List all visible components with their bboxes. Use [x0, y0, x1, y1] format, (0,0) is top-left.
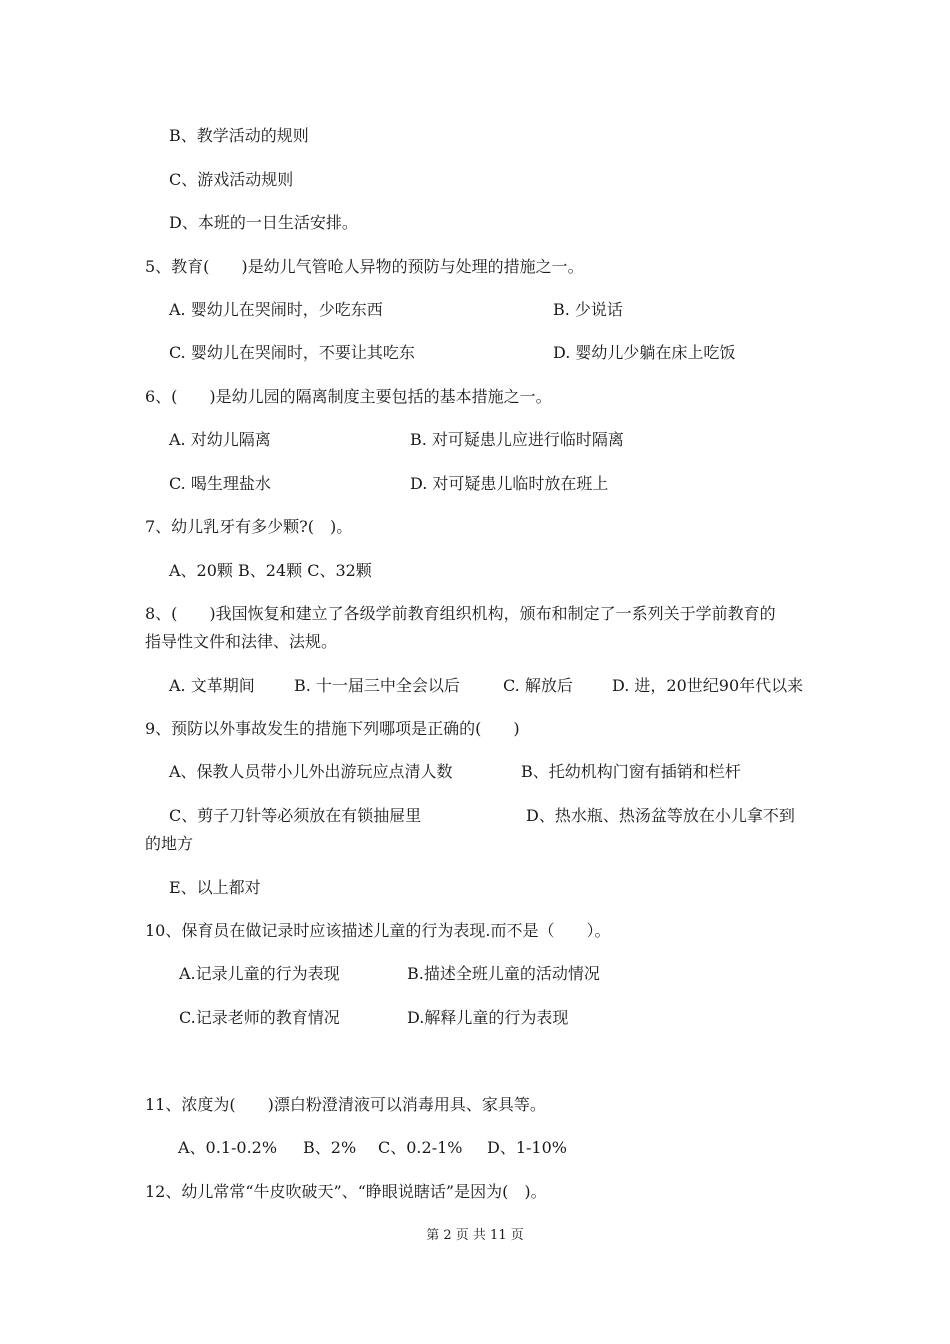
q7-stem: 7、幼儿乳牙有多少颗?( )。: [145, 517, 353, 536]
q5-option-b: B. 少说话: [553, 300, 623, 319]
q6-stem: 6、( )是幼儿园的隔离制度主要包括的基本措施之一。: [145, 387, 552, 406]
q5-option-c: C. 婴幼儿在哭闹时，不要让其吃东: [169, 343, 415, 362]
q6-option-c: C. 喝生理盐水: [169, 474, 271, 493]
page-footer: 第 2 页 共 11 页: [426, 1228, 524, 1243]
q9-stem: 9、预防以外事故发生的措施下列哪项是正确的( ): [145, 719, 520, 738]
q9-option-a: A、保教人员带小儿外出游玩应点清人数: [169, 762, 453, 781]
q11-option-c: C、0.2-1%: [378, 1138, 463, 1157]
q9-option-b: B、托幼机构门窗有插销和栏杆: [521, 762, 741, 781]
q9-option-d-line2: 的地方: [145, 834, 194, 853]
q4-option-b: B、教学活动的规则: [169, 126, 309, 145]
q10-option-d: D.解释儿童的行为表现: [407, 1008, 569, 1027]
q8-stem-line2: 指导性文件和法律、法规。: [145, 632, 338, 651]
q8-stem-line1: 8、( )我国恢复和建立了各级学前教育组织机构，颁布和制定了一系列关于学前教育的: [145, 604, 776, 623]
q11-option-b: B、2%: [303, 1138, 357, 1157]
q10-option-c: C.记录老师的教育情况: [179, 1008, 340, 1027]
q8-option-c: C. 解放后: [503, 676, 573, 695]
q6-option-a: A. 对幼儿隔离: [169, 430, 271, 449]
q5-option-d: D. 婴幼儿少躺在床上吃饭: [553, 343, 736, 362]
q11-option-a: A、0.1-0.2%: [178, 1138, 278, 1157]
q9-option-d-line1: D、热水瓶、热汤盆等放在小儿拿不到: [526, 806, 795, 825]
q10-option-b: B.描述全班儿童的活动情况: [407, 964, 600, 983]
q7-options: A、20颗 B、24颗 C、32颗: [169, 561, 372, 580]
q4-option-c: C、游戏活动规则: [169, 170, 294, 189]
q6-option-b: B. 对可疑患儿应进行临时隔离: [410, 430, 624, 449]
q8-option-a: A. 文革期间: [169, 676, 255, 695]
q5-option-a: A. 婴幼儿在哭闹时，少吃东西: [169, 300, 383, 319]
q11-option-d: D、1-10%: [487, 1138, 567, 1157]
q10-stem: 10、保育员在做记录时应该描述儿童的行为表现.而不是（ ）。: [145, 921, 611, 940]
q4-option-d: D、本班的一日生活安排。: [169, 213, 358, 232]
q6-option-d: D. 对可疑患儿临时放在班上: [410, 474, 609, 493]
q5-stem: 5、教育( )是幼儿气管呛人异物的预防与处理的措施之一。: [145, 257, 584, 276]
q8-option-b: B. 十一届三中全会以后: [294, 676, 460, 695]
q11-stem: 11、浓度为( )漂白粉澄清液可以消毒用具、家具等。: [145, 1095, 546, 1114]
q10-option-a: A.记录儿童的行为表现: [179, 964, 340, 983]
q8-option-d: D. 进，20世纪90年代以来: [612, 676, 804, 695]
q9-option-c: C、剪子刀针等必须放在有锁抽屉里: [169, 806, 422, 825]
q9-option-e: E、以上都对: [169, 878, 261, 897]
q12-stem: 12、幼儿常常“牛皮吹破天”、“睁眼说瞎话”是因为( )。: [145, 1182, 547, 1201]
